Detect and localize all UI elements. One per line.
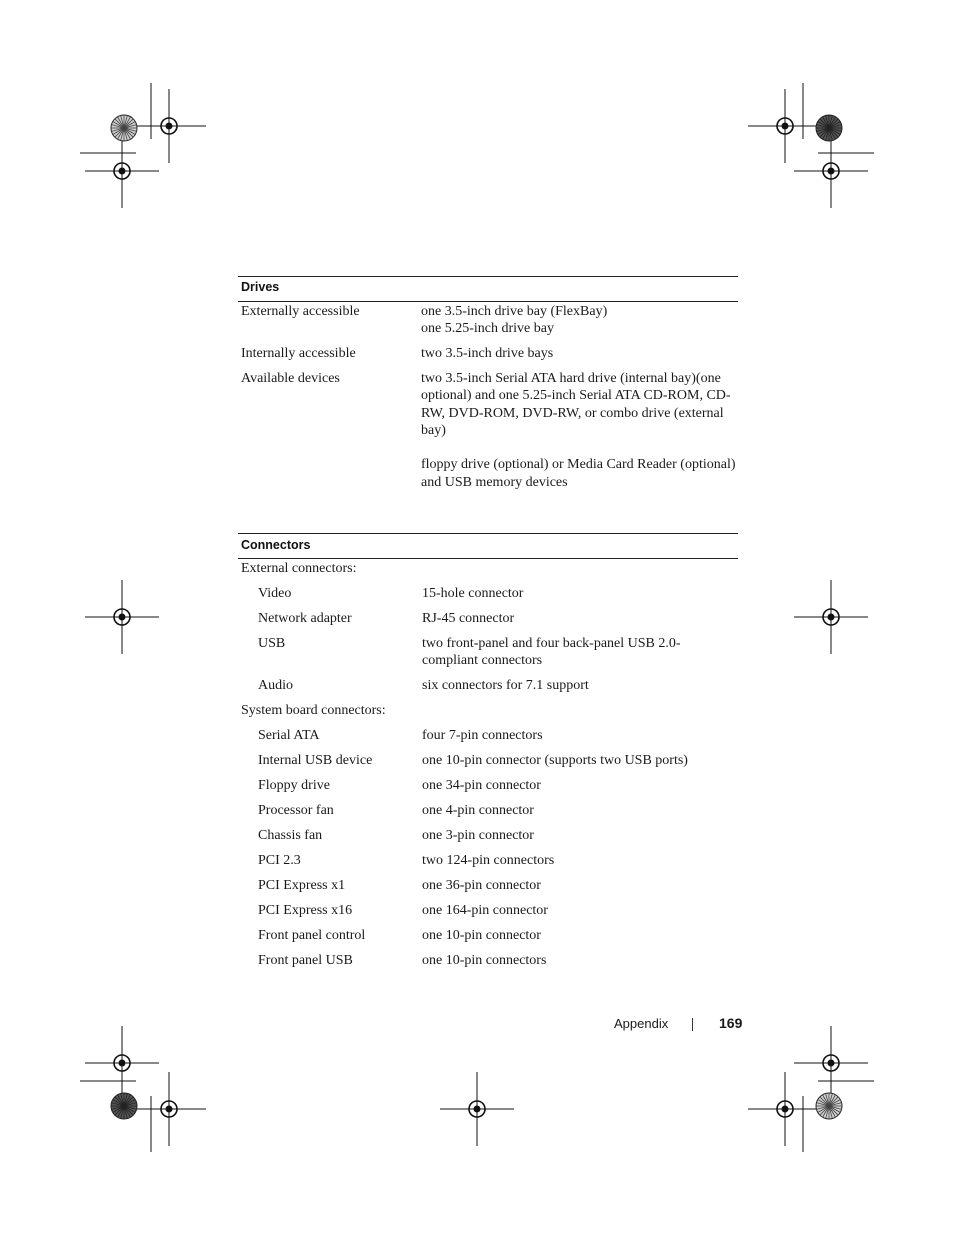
- connector-value: RJ-45 connector: [422, 611, 515, 626]
- drives-header-rule: [238, 301, 738, 302]
- connector-label: Audio: [258, 678, 293, 693]
- connector-label: PCI Express x16: [258, 903, 353, 918]
- connector-value: six connectors for 7.1 support: [422, 678, 589, 693]
- connector-value: one 10-pin connector (supports two USB ports): [422, 753, 688, 768]
- registration-target-dot: [166, 1106, 173, 1113]
- registration-target-dot: [119, 168, 126, 175]
- connector-label: Serial ATA: [258, 728, 320, 743]
- connector-value: one 164-pin connector: [422, 903, 548, 918]
- connector-label: PCI Express x1: [258, 878, 346, 893]
- connector-label: Video: [258, 586, 292, 601]
- connector-value: two front-panel and four back-panel USB 2.0-compliant connectors: [422, 636, 681, 669]
- connector-label: PCI 2.3: [258, 853, 301, 868]
- drives-row-label: Externally accessible: [241, 304, 360, 319]
- drives-row-value: two 3.5-inch Serial ATA hard drive (internal bay)(one optional) and one 5.25-inch Serial ATA CD-ROM, CD-RW, DVD-ROM, DVD-RW, or combo drive (external bay) floppy drive (optional) or Media Card Reader (optional) and USB memory devices: [421, 371, 736, 490]
- connector-value: four 7-pin connectors: [422, 728, 543, 743]
- connector-value: one 10-pin connector: [422, 928, 541, 943]
- connector-label: Internal USB device: [258, 753, 373, 768]
- drives-row-value: one 3.5-inch drive bay (FlexBay) one 5.25-inch drive bay: [421, 304, 608, 337]
- connector-value: 15-hole connector: [422, 586, 524, 601]
- footer-section-label: Appendix: [614, 1016, 669, 1031]
- drives-heading: Drives: [241, 280, 280, 294]
- connector-label: Chassis fan: [258, 828, 323, 843]
- connector-label: Processor fan: [258, 803, 334, 818]
- page-number: 169: [719, 1015, 743, 1031]
- registration-target-dot: [119, 1060, 126, 1067]
- registration-target-dot: [782, 123, 789, 130]
- connector-label: Front panel control: [258, 928, 366, 943]
- registration-target-dot: [166, 123, 173, 130]
- connectors-top-rule: [238, 533, 738, 534]
- connector-value: one 4-pin connector: [422, 803, 534, 818]
- drives-top-rule: [238, 276, 738, 277]
- footer-separator: [692, 1018, 693, 1031]
- connector-label: USB: [258, 636, 286, 651]
- drives-row-label: Available devices: [241, 371, 340, 386]
- connectors-heading: Connectors: [241, 538, 311, 552]
- connector-value: two 124-pin connectors: [422, 853, 555, 868]
- external-connectors-heading: External connectors:: [241, 561, 357, 576]
- drives-row-label: Internally accessible: [241, 346, 356, 361]
- registration-target-dot: [828, 168, 835, 175]
- registration-target-dot: [119, 614, 126, 621]
- drives-row-value: two 3.5-inch drive bays: [421, 346, 554, 361]
- connector-value: one 34-pin connector: [422, 778, 541, 793]
- system-board-connectors-heading: System board connectors:: [241, 703, 386, 718]
- registration-target-dot: [828, 614, 835, 621]
- registration-target-dot: [782, 1106, 789, 1113]
- connector-label: Front panel USB: [258, 953, 353, 968]
- connector-label: Network adapter: [258, 611, 352, 626]
- connectors-header-rule: [238, 558, 738, 559]
- registration-target-dot: [474, 1106, 481, 1113]
- connector-label: Floppy drive: [258, 778, 330, 793]
- connector-value: one 10-pin connectors: [422, 953, 547, 968]
- connector-value: one 36-pin connector: [422, 878, 541, 893]
- connector-value: one 3-pin connector: [422, 828, 534, 843]
- registration-target-dot: [828, 1060, 835, 1067]
